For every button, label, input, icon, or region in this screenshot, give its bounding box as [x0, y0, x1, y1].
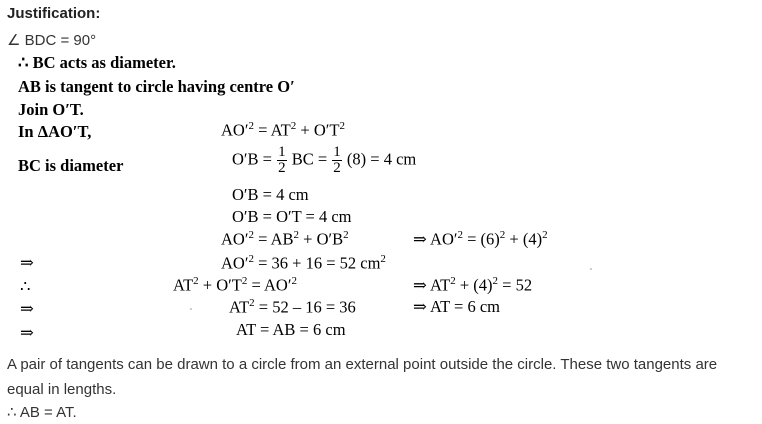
exponent: 2	[343, 229, 349, 241]
exponent: 2	[291, 275, 297, 287]
exponent: 2	[248, 229, 254, 241]
implies-symbol: ⇒	[20, 299, 34, 318]
equation-1: $AO'^2 = AT^2 + O'T^2$	[221, 120, 345, 140]
exponent: 2	[499, 229, 506, 241]
exponent: 2	[457, 229, 463, 241]
exponent: 2	[248, 253, 254, 265]
line-join: Join O′T.	[18, 100, 84, 119]
scan-speck	[590, 268, 592, 270]
therefore-symbol: ∴	[20, 277, 31, 296]
exponent: 2	[241, 275, 248, 287]
exponent: 2	[542, 229, 548, 241]
exponent: 2	[492, 275, 499, 287]
exponent: 2	[249, 297, 255, 309]
implies-symbol: ⇒	[20, 253, 34, 272]
conclusion-final: ∴ AB = AT.	[7, 404, 77, 421]
line-in-triangle: In ΔAO′T,	[18, 122, 92, 141]
equation-4: O′B = O′T = 4 cm	[232, 207, 352, 226]
scan-speck	[190, 308, 192, 310]
exponent: 2	[339, 120, 345, 132]
fraction-denominator: 2	[278, 160, 286, 176]
exponent: 2	[290, 120, 297, 132]
exponent: 2	[450, 275, 456, 287]
heading: Justification:	[7, 5, 101, 22]
equation-2	[232, 145, 416, 176]
exponent: 2	[248, 120, 254, 132]
equation-2-mid: BC =	[291, 149, 328, 169]
equation-5-right: ⇒ $AO'^2 = (6)^2 + (4)^2$	[413, 229, 548, 249]
equation-7-right: ⇒ $AT^2 + (4)^2 = 52$	[413, 275, 533, 295]
conclusion-paragraph: A pair of tangents can be drawn to a circle from an external point outside the circle. These two tangents are equal in lengths.	[7, 356, 718, 398]
given-angle: ∠ BDC = 90°	[7, 32, 97, 49]
fraction-half	[277, 145, 287, 176]
equation-8-right: ⇒ AT = 6 cm	[413, 297, 500, 316]
equation-3: O′B = 4 cm	[232, 185, 309, 204]
line-ab-tangent: AB is tangent to circle having centre O′	[18, 77, 295, 96]
equation-6: $AO'^2 = 36 + 16 = 52$ $cm^2$	[221, 253, 386, 273]
implies-symbol: ⇒	[20, 323, 34, 342]
equation-9: AT = AB = 6 cm	[236, 320, 346, 339]
equation-5: $AO'^2 = AB^2 + O'B^2$	[221, 229, 349, 249]
line-bc-is-diameter: BC is diameter	[18, 156, 124, 175]
fraction-denominator: 2	[333, 160, 341, 176]
exponent: 2	[293, 229, 300, 241]
fraction-numerator: 1	[278, 144, 286, 160]
exponent: 2	[193, 275, 199, 287]
line-bc-diameter: ∴ BC acts as diameter.	[18, 53, 176, 72]
fraction-numerator: 1	[333, 144, 341, 160]
fraction-half	[332, 145, 342, 176]
exponent: 2	[380, 253, 386, 265]
equation-7: $AT^2 + O'T^2 = AO'^2$	[173, 275, 297, 295]
equation-2-rhs: (8) = 4 cm	[346, 149, 417, 169]
equation-8: $AT^2 = 52 - 16 = 36$	[229, 297, 356, 317]
equation-2-lhs: O′B =	[232, 149, 272, 169]
